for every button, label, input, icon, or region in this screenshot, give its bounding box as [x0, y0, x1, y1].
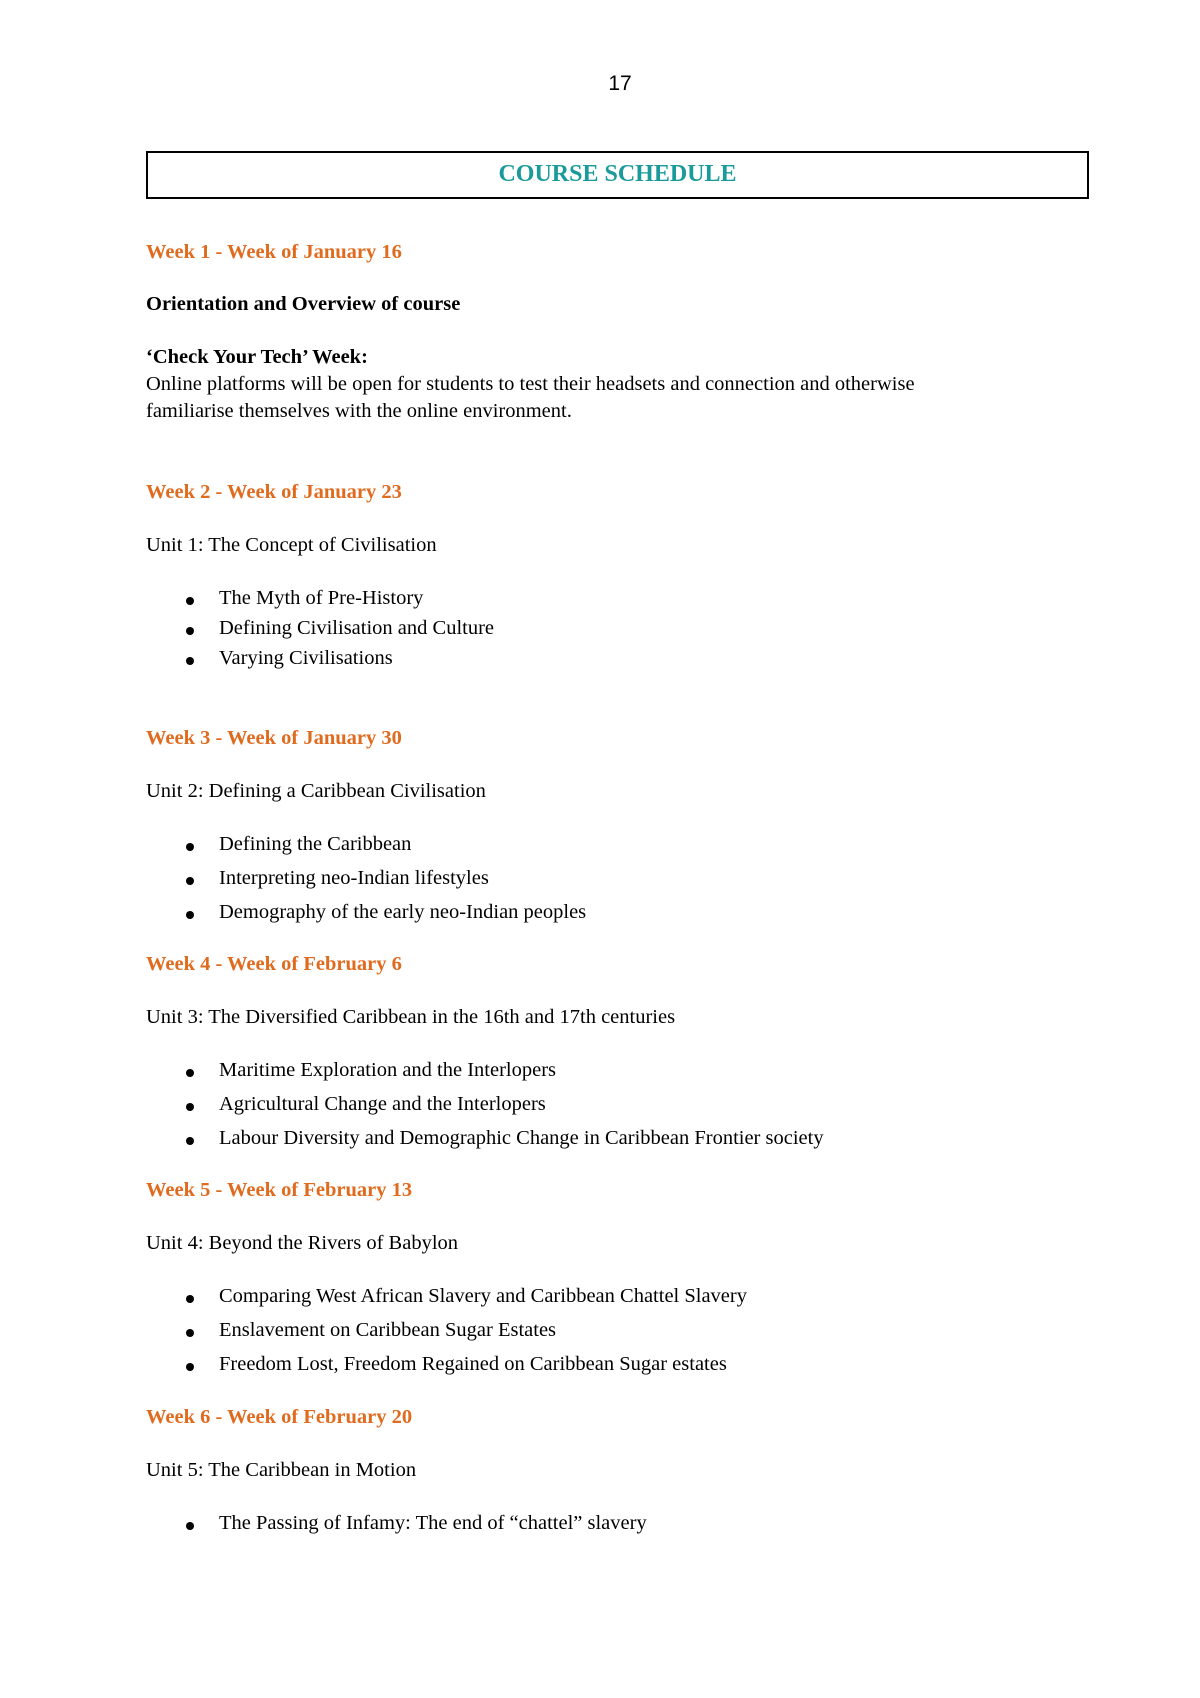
course-schedule-title-box	[146, 151, 1089, 199]
orientation-heading: Orientation and Overview of course	[146, 293, 461, 315]
bullet-icon	[186, 1103, 194, 1111]
list-item: Varying Civilisations	[146, 647, 1046, 673]
tech-description-line-1: Online platforms will be open for students to test their headsets and connection and otherwise	[146, 373, 915, 395]
bullet-icon	[186, 1329, 194, 1337]
bullet-icon	[186, 843, 194, 851]
week-6-unit: Unit 5: The Caribbean in Motion	[146, 1459, 417, 1481]
page-title: COURSE SCHEDULE	[498, 161, 737, 187]
bullet-icon	[186, 597, 194, 605]
list-item: The Myth of Pre-History	[146, 587, 1046, 613]
list-item: Demography of the early neo-Indian peoples	[146, 901, 1046, 927]
bullet-icon	[186, 657, 194, 665]
check-your-tech-heading: ‘Check Your Tech’ Week:	[146, 346, 368, 368]
week-3-unit: Unit 2: Defining a Caribbean Civilisation	[146, 780, 486, 802]
tech-description-line-2: familiarise themselves with the online environment.	[146, 400, 572, 422]
week-3-heading: Week 3 - Week of January 30	[146, 727, 402, 749]
week-1-heading: Week 1 - Week of January 16	[146, 241, 402, 263]
list-item: Interpreting neo-Indian lifestyles	[146, 867, 1046, 893]
bullet-icon	[186, 1295, 194, 1303]
week-2-heading: Week 2 - Week of January 23	[146, 481, 402, 503]
list-item: Defining Civilisation and Culture	[146, 617, 1046, 643]
bullet-icon	[186, 1069, 194, 1077]
week-5-heading: Week 5 - Week of February 13	[146, 1179, 413, 1201]
list-item: Labour Diversity and Demographic Change in Caribbean Frontier society	[146, 1127, 1046, 1153]
bullet-icon	[186, 627, 194, 635]
bullet-icon	[186, 877, 194, 885]
week-6-heading: Week 6 - Week of February 20	[146, 1406, 413, 1428]
bullet-icon	[186, 1137, 194, 1145]
week-2-unit: Unit 1: The Concept of Civilisation	[146, 534, 437, 556]
week-4-heading: Week 4 - Week of February 6	[146, 953, 402, 975]
list-item: Maritime Exploration and the Interlopers	[146, 1059, 1046, 1085]
list-item: Agricultural Change and the Interlopers	[146, 1093, 1046, 1119]
page-number: 17	[608, 72, 632, 95]
list-item: Comparing West African Slavery and Caribbean Chattel Slavery	[146, 1285, 1046, 1311]
list-item: Enslavement on Caribbean Sugar Estates	[146, 1319, 1046, 1345]
bullet-icon	[186, 1522, 194, 1530]
bullet-icon	[186, 1363, 194, 1371]
list-item: Defining the Caribbean	[146, 833, 1046, 859]
week-4-unit: Unit 3: The Diversified Caribbean in the 16th and 17th centuries	[146, 1006, 676, 1028]
bullet-icon	[186, 911, 194, 919]
list-item: The Passing of Infamy: The end of “chattel” slavery	[146, 1512, 1046, 1538]
week-5-unit: Unit 4: Beyond the Rivers of Babylon	[146, 1232, 459, 1254]
list-item: Freedom Lost, Freedom Regained on Caribbean Sugar estates	[146, 1353, 1046, 1379]
